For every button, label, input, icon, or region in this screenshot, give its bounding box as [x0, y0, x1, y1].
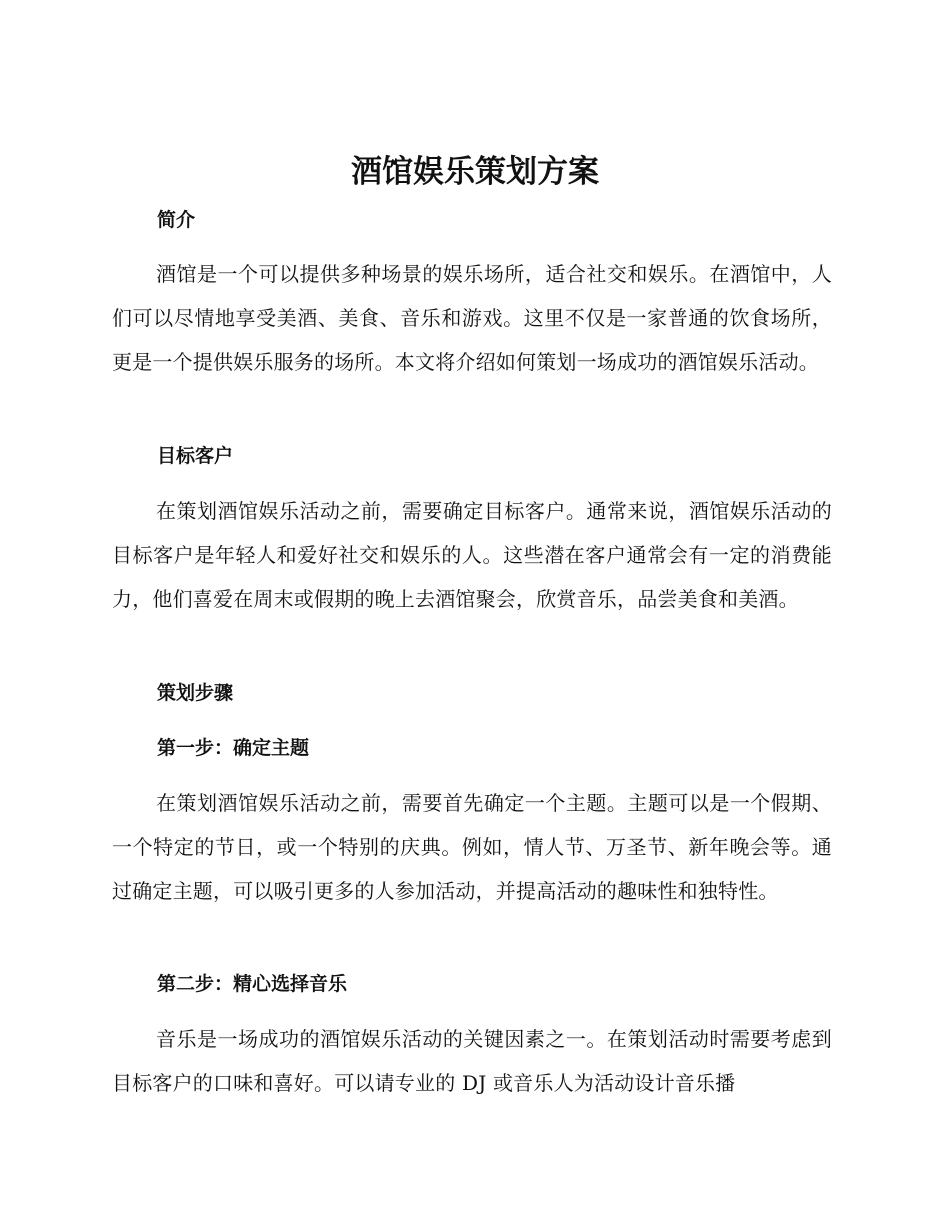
section-heading-step-one: 第一步：确定主题: [157, 737, 310, 759]
document-title: 酒馆娱乐策划方案: [351, 154, 599, 190]
section-paragraph-step-one: 在策划酒馆娱乐活动之前，需要首先确定一个主题。主题可以是一个假期、一个特定的节日，或一个特别的庆典。例如，情人节、万圣节、新年晚会等。通过确定主题，可以吸引更多的人参加活动，并提高活动的趣味性和独特性。: [112, 791, 832, 903]
section-heading-planning-steps: 策划步骤: [157, 682, 234, 704]
section-heading-target-customers: 目标客户: [157, 445, 234, 467]
section-paragraph-intro: 酒馆是一个可以提供多种场景的娱乐场所，适合社交和娱乐。在酒馆中，人们可以尽情地享受美酒、美食、音乐和游戏。这里不仅是一家普通的饮食场所，更是一个提供娱乐服务的场所。本文将介绍如何策划一场成功的酒馆娱乐活动。: [112, 262, 832, 374]
section-heading-intro: 简介: [157, 209, 196, 231]
section-paragraph-target-customers: 在策划酒馆娱乐活动之前，需要确定目标客户。通常来说，酒馆娱乐活动的目标客户是年轻人和爱好社交和娱乐的人。这些潜在客户通常会有一定的消费能力，他们喜爱在周末或假期的晚上去酒馆聚会，欣赏音乐，品尝美食和美酒。: [112, 499, 832, 611]
section-paragraph-step-two: 音乐是一场成功的酒馆娱乐活动的关键因素之一。在策划活动时需要考虑到目标客户的口味和喜好。可以请专业的 DJ 或音乐人为活动设计音乐播: [112, 1027, 832, 1095]
section-heading-step-two: 第二步：精心选择音乐: [157, 973, 348, 995]
